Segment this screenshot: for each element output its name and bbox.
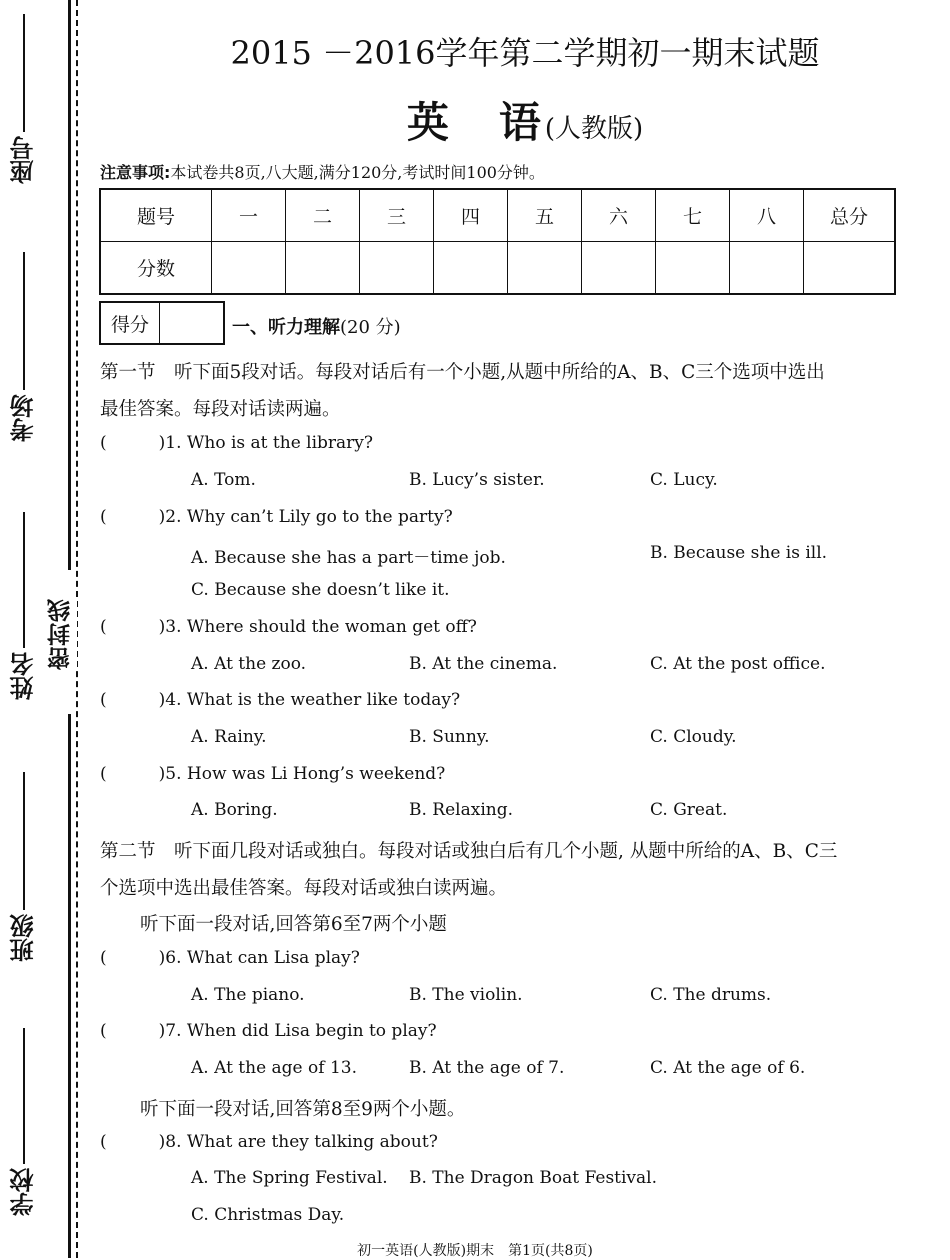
question-5: ( )5. How was Li Hong’s weekend? [100, 764, 446, 784]
part1-title-text: 一、听力理解 [232, 317, 340, 338]
option-c: C. Lucy. [650, 470, 718, 490]
score-table-header-row [100, 189, 895, 242]
option-a: A. Tom. [191, 470, 256, 490]
section1-instruction-cont: 最佳答案。每段对话读两遍。 [100, 399, 341, 420]
margin-solid-line [68, 0, 71, 570]
dialogue-instruction: 听下面一段对话,回答第8至9两个小题。 [140, 1099, 466, 1120]
option-b: B. Lucy’s sister. [409, 470, 545, 490]
score-input-cell[interactable] [508, 242, 582, 295]
section2-instruction-cont: 个选项中选出最佳答案。每段对话或独白读两遍。 [100, 878, 508, 899]
option-c: C. Christmas Day. [191, 1205, 345, 1225]
score-input-cell[interactable] [212, 242, 286, 295]
dialogue-instruction: 听下面一段对话,回答第6至7两个小题 [140, 914, 447, 935]
option-c: C. The drums. [650, 985, 772, 1005]
table-cell: 四 [434, 189, 508, 242]
question-1: ( )1. Who is at the library? [100, 433, 374, 453]
page-footer: 初一英语(人教版)期末 第1页(共8页) [357, 1243, 593, 1259]
name-field[interactable]: 姓名 [2, 512, 46, 700]
seal-line-label: 密封线 [44, 598, 77, 670]
table-cell-label: 题号 [100, 189, 212, 242]
option-c: C. Because she doesn’t like it. [191, 580, 450, 600]
exam-title: 2015 －2016学年第二学期初一期末试题 [230, 34, 820, 72]
table-cell-label: 分数 [100, 242, 212, 295]
score-input-cell[interactable] [804, 242, 896, 295]
part1-score-box [99, 301, 225, 345]
notice-text: 本试卷共8页,八大题,满分120分,考试时间100分钟。 [170, 163, 545, 182]
option-b: B. At the age of 7. [409, 1058, 565, 1078]
subject-heading [100, 90, 950, 150]
option-c: C. Great. [650, 800, 728, 820]
question-7: ( )7. When did Lisa begin to play? [100, 1021, 437, 1041]
option-b: B. Sunny. [409, 727, 490, 747]
exam-notice [100, 160, 545, 183]
option-a: A. At the age of 13. [191, 1058, 357, 1078]
subject-name: 英 语 [406, 98, 545, 147]
option-a: A. At the zoo. [191, 654, 307, 674]
score-box-input[interactable] [160, 303, 223, 343]
score-input-cell[interactable] [656, 242, 730, 295]
question-6: ( )6. What can Lisa play? [100, 948, 360, 968]
option-a: A. Rainy. [191, 727, 267, 747]
notice-label: 注意事项: [100, 163, 171, 182]
table-cell-total: 总分 [804, 189, 896, 242]
class-field[interactable]: 班级 [2, 772, 46, 962]
section2-instruction: 第二节 听下面几段对话或独白。每段对话或独白后有几个小题, 从题中所给的A、B、C三 [100, 841, 838, 862]
seat-number-field[interactable]: 座号 [2, 14, 46, 184]
question-4: ( )4. What is the weather like today? [100, 690, 461, 710]
option-a: A. The Spring Festival. [191, 1168, 388, 1188]
binding-margin [0, 0, 82, 1258]
table-cell: 七 [656, 189, 730, 242]
question-2: ( )2. Why can’t Lily go to the party? [100, 507, 453, 527]
score-input-cell[interactable] [582, 242, 656, 295]
score-input-cell[interactable] [286, 242, 360, 295]
option-b: B. The Dragon Boat Festival. [409, 1168, 658, 1188]
score-table [99, 188, 896, 295]
score-input-cell[interactable] [730, 242, 804, 295]
table-cell: 二 [286, 189, 360, 242]
table-cell: 三 [360, 189, 434, 242]
table-cell: 八 [730, 189, 804, 242]
question-8: ( )8. What are they talking about? [100, 1132, 438, 1152]
option-a: A. Because she has a part－time job. [191, 548, 506, 568]
option-c: C. Cloudy. [650, 727, 737, 747]
option-b: B. Relaxing. [409, 800, 513, 820]
score-input-cell[interactable] [360, 242, 434, 295]
table-cell: 五 [508, 189, 582, 242]
option-a: A. Boring. [191, 800, 278, 820]
table-cell: 一 [212, 189, 286, 242]
score-box-label: 得分 [101, 303, 160, 343]
question-3: ( )3. Where should the woman get off? [100, 617, 477, 637]
school-field[interactable]: 学校 [2, 1028, 46, 1216]
score-input-cell[interactable] [434, 242, 508, 295]
margin-solid-line [68, 714, 71, 1258]
option-b: B. Because she is ill. [650, 543, 828, 563]
option-b: B. At the cinema. [409, 654, 558, 674]
table-cell: 六 [582, 189, 656, 242]
option-c: C. At the post office. [650, 654, 826, 674]
exam-room-field[interactable]: 考场 [2, 252, 46, 442]
option-a: A. The piano. [191, 985, 305, 1005]
part1-points: (20 分) [340, 317, 401, 338]
option-b: B. The violin. [409, 985, 523, 1005]
score-table-score-row [100, 242, 895, 295]
section1-instruction: 第一节 听下面5段对话。每段对话后有一个小题,从题中所给的A、B、C三个选项中选出 [100, 362, 825, 383]
part1-title [232, 313, 401, 339]
option-c: C. At the age of 6. [650, 1058, 806, 1078]
edition-label: (人教版) [544, 114, 644, 144]
